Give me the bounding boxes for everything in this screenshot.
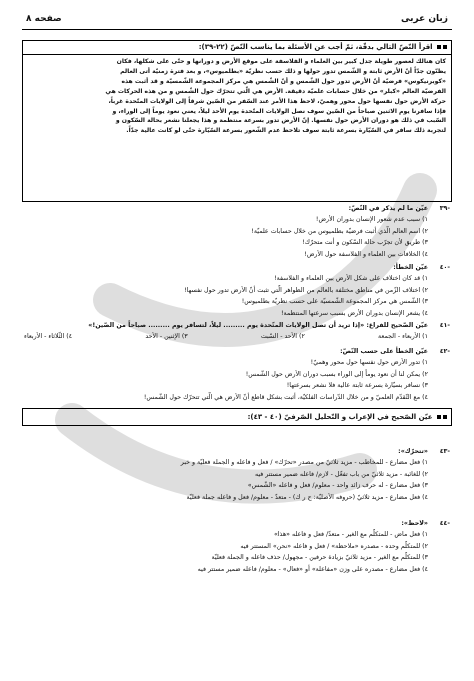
square-bullet-icon	[443, 45, 447, 49]
answer-option[interactable]: ٢) للغائبة - مزيد ثلاثيّ من باب تفعّل - لازم/ فاعله ضمير مستتر فيه	[254, 470, 428, 478]
question-42-options	[24, 357, 450, 403]
question-number: -٣٩	[439, 205, 450, 212]
question-number: -٤٤	[439, 520, 450, 527]
answer-option[interactable]: ١) فعل مضارع - للمخاطب - مزيد ثلاثيّ من مصدر «تحرّك» / فعل و فاعله و الجملة فعليّة و خبر	[180, 459, 428, 466]
question-number: -٤١	[439, 322, 450, 329]
passage-line: كان هنالك لعصور طويلة جدل كبير بين العلماء و الفلاسفة على موقع الأرض و دورانها و حتّى على شكلها، فكان	[116, 58, 446, 65]
grammar-section-box	[22, 408, 452, 426]
answer-option[interactable]: ٤) فعل مضارع - مزيد ثلاثيّ (حروفه الأصليّة: ح ر ك) - متعدّ - معلوم/ فعل و فاعله جملة فعليّة	[186, 493, 428, 501]
passage-text	[28, 57, 446, 136]
answer-option[interactable]: ٣) نسافر بسيّارة بسرعة ثابتة عالية فلا نشعر بسرعتها!	[286, 382, 428, 389]
answer-option[interactable]: ٤) مع التّقدّم العلميّ و من خلال الدّراسات الفلكيّة، أثبت بشكل قاطع أنّ الأرض هي الّتي تتحرّك حول الشّمس!	[143, 393, 428, 401]
passage-line: السّبب في ذلك هو دوران الأرض حول نفسها. إنّ الأرض تدور بسرعة منتظمة و هذا يجعلنا نشعر بحالة السّكون و	[115, 117, 446, 125]
answer-options-row	[24, 331, 450, 343]
reading-instruction: اقرأ النّصّ التالي بدقّة، ثمّ أجب عن الأسئلة بما يناسب النّصّ (٢٢-٣٩):	[23, 41, 451, 55]
question-43	[24, 446, 450, 503]
square-bullet-icon	[437, 45, 441, 49]
question-44	[24, 518, 450, 575]
answer-option[interactable]: ٤) فعل مضارع - مصدره على وزن «مفاعلة» أو «فعال» - معلوم/ فاعله ضمير مستتر فيه	[197, 565, 428, 573]
answer-option[interactable]: ٣) الإثنين - الأحد	[145, 333, 188, 340]
answer-option[interactable]: ٣) طريق لأن تجرّب حالة السّكون و أنت متحرّك!	[302, 239, 428, 246]
reading-passage-box	[22, 40, 452, 202]
question-42	[24, 346, 450, 357]
passage-line: يظنّون جدّاً أنّ الأرض ثابتة و الشّمس تدور حولها و ذلك حسب نظريّة «بطلميوس»، و بعد فترة زمنيّة أتى العالم	[120, 67, 446, 75]
answer-option[interactable]: ٣) الشّمس هي مركز المجموعة الشّمسيّة على حسب نظريّة بطلميوس!	[241, 298, 428, 305]
answer-option[interactable]: ٤) الخلافات بين العلماء و الفلاسفة حول الأرض!	[304, 250, 428, 258]
passage-line: لتجربة ذلك سافر في السّيّارة بسرعة ثابتة سوف تلاحظ عدم الشّعور بسرعة السّيّارة حتّى لو كانت عالية جدّاً.	[126, 127, 446, 135]
answer-option[interactable]: ١) سبب عدم شعور الإنسان بدوران الأرض!	[315, 216, 428, 223]
subject-title: زبان عربی	[401, 14, 448, 24]
answer-option[interactable]: ٢) الأحد - السّبت	[260, 333, 305, 340]
question-stem: عيّن الخطأ:	[393, 264, 428, 271]
question-number: -٤٣	[439, 448, 450, 455]
grammar-instruction: عيّن الصّحيح في الإعراب و التّحليل الصّرفيّ (٤٠ - ٤٣):	[23, 409, 451, 425]
question-stem: عيّن الخطأ على حسب النّصّ:	[340, 348, 428, 355]
answer-option[interactable]: ٢) اسم العالم الّذي أثبت فرضيّة بطلميوس من خلال حسابات علميّة!	[251, 227, 428, 235]
question-word: «لاحظ»:	[401, 520, 428, 527]
question-number: -٤٢	[439, 348, 450, 355]
question-stem: عيّن الصّحيح للفراغ: «إذا تريد أن تصل الولايات المتّحدة يوم ......... ليلاً، لتسافر يوم ......... صباحاً من الصّين!»	[88, 322, 428, 329]
answer-option[interactable]: ١) الأربعاء - الجمعة	[378, 333, 428, 340]
answer-option[interactable]: ١) تدور الأرض حول نفسها حول محور وهميّ!	[310, 359, 428, 366]
answer-option[interactable]: ٢) اختلاف الزّمن في مناطق مختلفة بالعالم من الظواهر الّتي تثبت أنّ الأرض تدور حول نفسها!	[184, 286, 428, 294]
passage-line: «كوبرنيكوس» فرضيّة أنّ الأرض تدور حول الشّمس و أنّ الشّمس هي مركز المجموعة الشّمسيّة و قد أثبت هذه	[121, 77, 446, 85]
question-number: -٤٠	[439, 264, 450, 271]
answer-option[interactable]: ٣) للمتكلّم مع الغير - مزيد ثلاثيّ بزيادة حرفين - مجهول/ حذف فاعله و الجملة فعليّة	[211, 554, 428, 561]
answer-option[interactable]: ٢) يمكن لنا أن نعود يوماً إلى الوراء بسبب دوران الأرض حول الشّمس!	[245, 370, 428, 378]
answer-option[interactable]: ١) قد كان اختلاف على شكل الأرض بين العلماء و الفلاسفة!	[274, 275, 428, 282]
answer-option[interactable]: ٤) يشعر الإنسان بدوران الأرض بسبب سرعتها المنتظمة!	[281, 309, 428, 317]
answer-option[interactable]: ٢) للمتكلّم وحده - مصدره «ملاحظة» / فعل و فاعله «نحن» المستتر فيه	[240, 542, 428, 550]
answer-option[interactable]: ٤) الثّلاثاء - الأربعاء	[24, 333, 73, 340]
square-bullet-icon	[443, 415, 447, 419]
question-stem: عيّن ما لم يذكر في النّصّ:	[348, 205, 428, 212]
answer-option[interactable]: ١) فعل ماض - للمتكلّم مع الغير - متعدّ/ فعل و فاعله «هذا»	[273, 531, 428, 538]
question-word: «تتحرّك»:	[398, 448, 428, 455]
question-40	[24, 262, 450, 319]
passage-line: الفرضيّة العالم «كبلر» من خلال حسابات علميّة دقيقة. الأرض هي الّتي تتحرّك حول الشّمس و من هذه الحركات هي	[105, 87, 446, 95]
question-39	[24, 203, 450, 260]
page-number: صفحه ۸	[26, 14, 62, 24]
square-bullet-icon	[437, 415, 441, 419]
passage-line: حركة الأرض حول نفسها حول محور وهميّ، لاحظ هذا الأمر عند السّفر من الصّين شرقاً إلى الولايات المتّحدة غرباً،	[108, 97, 446, 105]
question-41	[24, 320, 450, 343]
passage-line: فإذا سافرنا يوم الاثنين صباحاً من الصّين سوف نصل الولايات المتّحدة يوم الأحد ليلاً، يعني نعود يوماً إلى الوراء، و	[112, 107, 446, 115]
answer-option[interactable]: ٣) فعل مضارع - له حرف زائد واحد - معلوم/ فعل و فاعله «الشّمس»	[247, 482, 428, 489]
